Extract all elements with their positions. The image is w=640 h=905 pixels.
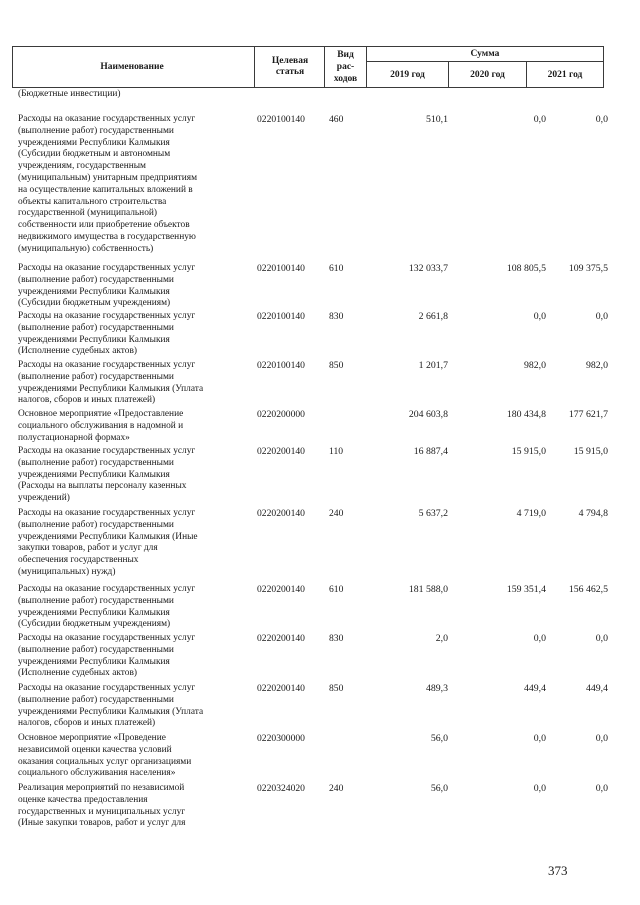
- row-value-2020: 0,0: [533, 733, 546, 744]
- row-value-2019: 510,1: [425, 114, 448, 125]
- row-value-2021: 0,0: [595, 783, 608, 794]
- row-target-code: 0220200000: [257, 409, 305, 420]
- row-expense-kind: 460: [329, 114, 344, 125]
- row-name: Расходы на оказание государственных услуг (выполнение работ) государственными учреждениями Республики Калмыкия (Уплата налогов, сборов и иных платежей): [18, 360, 204, 406]
- row-name: Расходы на оказание государственных услуг (выполнение работ) государственными учреждениями Республики Калмыкия (Исполнение судебных актов): [18, 633, 196, 679]
- row-expense-kind: 830: [329, 633, 344, 644]
- row-value-2019: 181 588,0: [408, 584, 448, 595]
- row-value-2019: 16 887,4: [413, 446, 448, 457]
- row-target-code: 0220100140: [257, 360, 305, 371]
- row-name: Реализация мероприятий по независимой оценке качества предоставления государственных и муниципальных услуг (Иные закупки товаров, работ и услуг для: [18, 783, 186, 829]
- col-name-header: Наименование: [100, 62, 164, 72]
- row-name: Расходы на оказание государственных услуг (выполнение работ) государственными учреждениями Республики Калмыкия (Субсидии бюджетным учреждениям): [18, 263, 196, 309]
- row-name: Расходы на оказание государственных услуг (выполнение работ) государственными учреждениями Республики Калмыкия (Субсидии бюджетным учреждениям): [18, 584, 196, 630]
- row-name: Основное мероприятие «Предоставление социального обслуживания в надомной и полустационарной формах»: [18, 409, 184, 443]
- row-value-2021: 0,0: [595, 114, 608, 125]
- row-value-2021: 4 794,8: [578, 508, 608, 519]
- row-name: Расходы на оказание государственных услуг (выполнение работ) государственными учреждениями Республики Калмыкия (Расходы на выплаты персоналу казенных учреждений): [18, 446, 196, 504]
- row-value-2019: 56,0: [430, 733, 448, 744]
- row-value-2020: 0,0: [533, 114, 546, 125]
- row-name: Основное мероприятие «Проведение независимой оценки качества условий оказания социальных услуг организациями социального обслуживания населения»: [18, 733, 192, 779]
- row-value-2019: 132 033,7: [408, 263, 448, 274]
- row-value-2021: 109 375,5: [568, 263, 608, 274]
- row-value-2019: 489,3: [425, 683, 448, 694]
- row-value-2020: 180 434,8: [506, 409, 546, 420]
- row-value-2020: 0,0: [533, 633, 546, 644]
- row-target-code: 0220100140: [257, 263, 305, 274]
- page-number: 373: [548, 863, 568, 878]
- col-target-header-1: Целевая: [271, 56, 309, 66]
- row-value-2019: 1 201,7: [418, 360, 448, 371]
- row-value-2019: 5 637,2: [418, 508, 448, 519]
- row-target-code: 0220200140: [257, 633, 305, 644]
- row-value-2020: 449,4: [523, 683, 546, 694]
- row-target-code: 0220200140: [257, 683, 305, 694]
- row-value-2021: 0,0: [595, 633, 608, 644]
- row-value-2020: 15 915,0: [511, 446, 546, 457]
- row-value-2021: 0,0: [595, 311, 608, 322]
- col-2020-header: 2020 год: [470, 70, 505, 80]
- row-target-code: 0220300000: [257, 733, 305, 744]
- row-value-2019: 204 603,8: [408, 409, 448, 420]
- col-kind-header-1: Вид: [337, 50, 354, 60]
- row-name: Расходы на оказание государственных услуг (выполнение работ) государственными учреждениями Республики Калмыкия (Исполнение судебных актов): [18, 311, 196, 357]
- row-value-2021: 982,0: [585, 360, 608, 371]
- row-expense-kind: 610: [329, 263, 344, 274]
- col-sum-header: Сумма: [470, 49, 500, 59]
- col-2019-header: 2019 год: [390, 70, 425, 80]
- row-value-2020: 108 805,5: [506, 263, 546, 274]
- row-expense-kind: 830: [329, 311, 344, 322]
- row-target-code: 0220100140: [257, 311, 305, 322]
- row-value-2020: 0,0: [533, 311, 546, 322]
- row-expense-kind: 610: [329, 584, 344, 595]
- row-expense-kind: 850: [329, 360, 344, 371]
- row-value-2019: 2 661,8: [418, 311, 448, 322]
- row-name: Расходы на оказание государственных услуг (выполнение работ) государственными учреждениями Республики Калмыкия (Иные закупки товаров, работ и услуг для обеспечения государственных (муниципальных) нужд): [18, 508, 198, 577]
- row-value-2020: 0,0: [533, 783, 546, 794]
- row-target-code: 0220100140: [257, 114, 305, 125]
- row-value-2019: 56,0: [430, 783, 448, 794]
- row-target-code: 0220324020: [257, 783, 305, 794]
- row-expense-kind: 850: [329, 683, 344, 694]
- row-value-2021: 449,4: [585, 683, 608, 694]
- row-value-2021: 0,0: [595, 733, 608, 744]
- row-value-2021: 15 915,0: [573, 446, 608, 457]
- row-name: Расходы на оказание государственных услуг (выполнение работ) государственными учреждениями Республики Калмыкия (Субсидии бюджетным и автономным учреждениям, государственным (муниципальным) унитарным предприятиям на осуществление капитальных вложений в объекты капитального строительства государственной (муниципальной) собственности или приобретение объектов недвижимого имущества в государственную (муниципальную) собственность): [18, 114, 198, 254]
- col-2021-header: 2021 год: [547, 70, 583, 80]
- col-target-header-2: статья: [275, 67, 305, 77]
- row-value-2020: 159 351,4: [506, 584, 546, 595]
- row-value-2020: 4 719,0: [516, 508, 546, 519]
- row-value-2019: 2,0: [435, 633, 448, 644]
- col-kind-header-2: рас-: [336, 62, 355, 72]
- col-kind-header-3: ходов: [333, 74, 358, 84]
- continuation-text: (Бюджетные инвестиции): [18, 89, 121, 99]
- row-target-code: 0220200140: [257, 584, 305, 595]
- row-expense-kind: 240: [329, 783, 344, 794]
- row-name: Расходы на оказание государственных услуг (выполнение работ) государственными учреждениями Республики Калмыкия (Уплата налогов, сборов и иных платежей): [18, 683, 204, 729]
- row-target-code: 0220200140: [257, 446, 305, 457]
- row-expense-kind: 110: [329, 446, 344, 457]
- row-value-2021: 177 621,7: [568, 409, 608, 420]
- row-expense-kind: 240: [329, 508, 344, 519]
- row-value-2021: 156 462,5: [568, 584, 608, 595]
- row-target-code: 0220200140: [257, 508, 305, 519]
- row-value-2020: 982,0: [523, 360, 546, 371]
